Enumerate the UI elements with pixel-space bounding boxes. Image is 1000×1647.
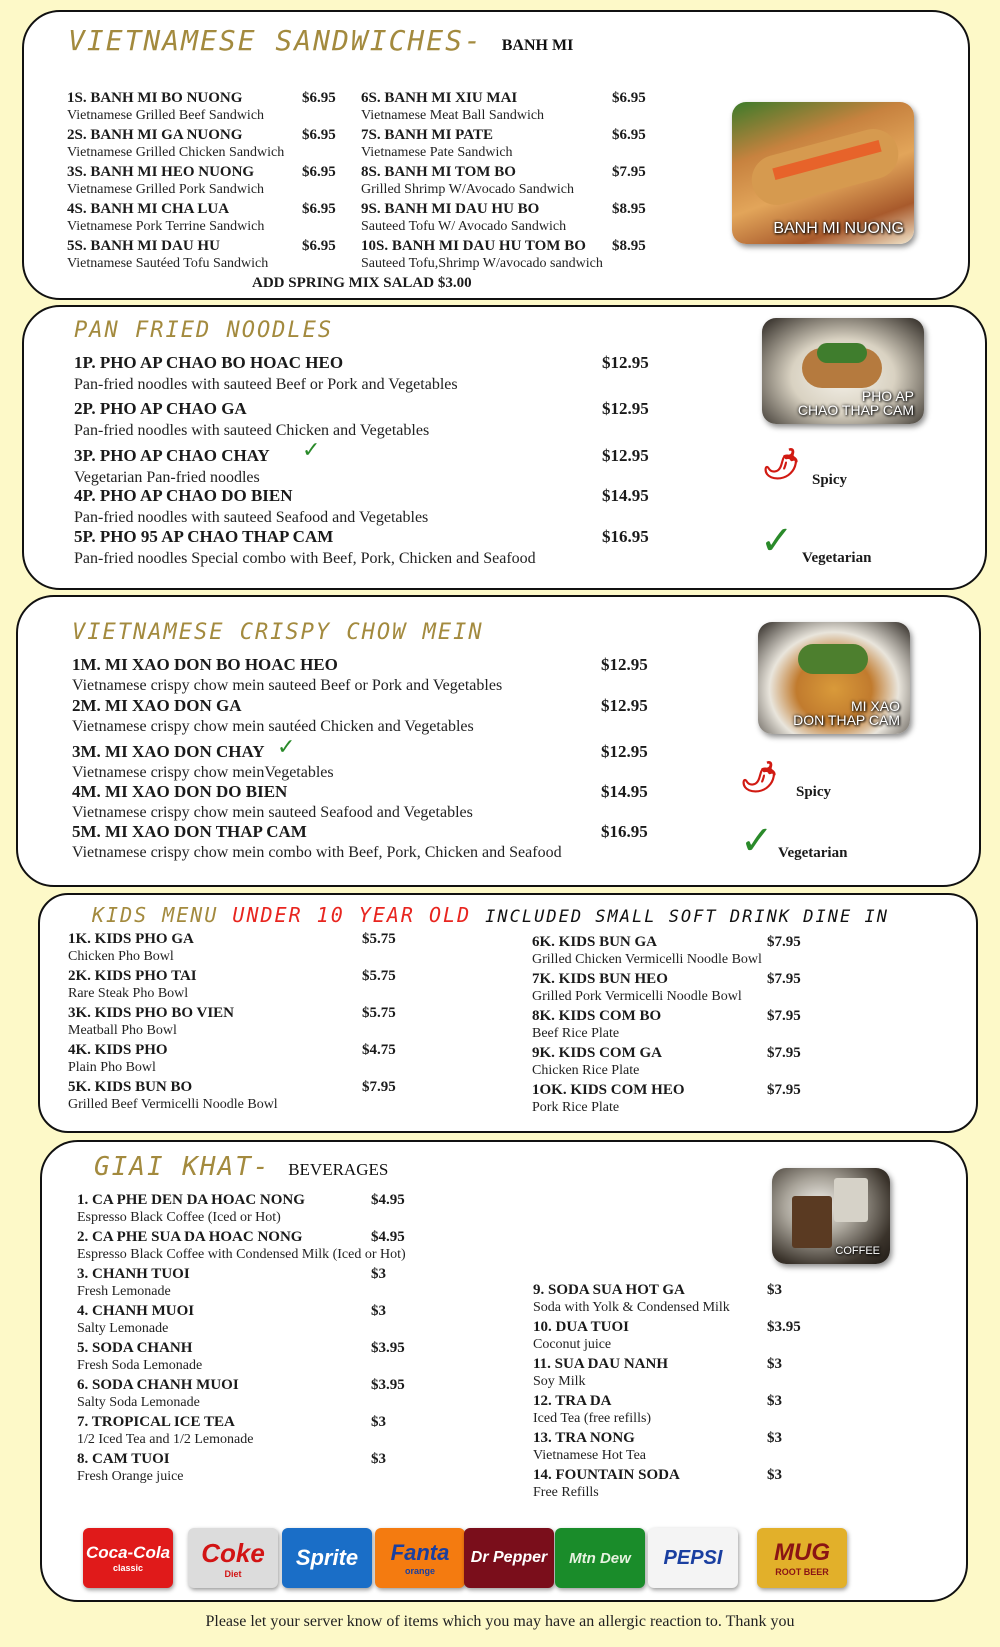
item-name: 9S. BANH MI DAU HU BO xyxy=(361,201,540,217)
item-description: Grilled Chicken Vermicelli Noodle Bowl xyxy=(532,952,762,967)
item-name: 4M. MI XAO DON DO BIEN xyxy=(72,782,288,801)
item-price: $5.75 xyxy=(362,968,396,984)
item-price: $3 xyxy=(767,1356,782,1372)
item-price: $3 xyxy=(767,1282,782,1298)
item-price: $4.95 xyxy=(371,1229,405,1245)
item-name: 2P. PHO AP CHAO GA xyxy=(74,399,247,418)
item-description: Plain Pho Bowl xyxy=(68,1060,156,1075)
soda-logo xyxy=(282,1528,372,1588)
item-description: Pan-fried noodles with sauteed Seafood and Vegetables xyxy=(74,509,429,526)
item-description: Fresh Soda Lemonade xyxy=(77,1358,203,1373)
item-name: 8K. KIDS COM BO xyxy=(532,1008,662,1024)
item-name: 9K. KIDS COM GA xyxy=(532,1045,663,1061)
item-price: $3.95 xyxy=(371,1340,405,1356)
item-price: $7.95 xyxy=(767,934,801,950)
item-description: Salty Soda Lemonade xyxy=(77,1395,200,1410)
soda-logo xyxy=(555,1528,645,1588)
item-price: $3 xyxy=(767,1430,782,1446)
item-price: $6.95 xyxy=(302,127,336,143)
item-price: $6.95 xyxy=(612,127,646,143)
item-name: 6. SODA CHANH MUOI xyxy=(77,1377,239,1393)
item-price: $16.95 xyxy=(601,822,648,841)
coffee-caption: COFFEE xyxy=(835,1245,880,1258)
item-description: Vietnamese Pate Sandwich xyxy=(361,145,513,160)
item-price: $3 xyxy=(371,1266,386,1282)
mi-xao-caption: MI XAO DON THAP CAM xyxy=(793,697,900,729)
item-price: $7.95 xyxy=(362,1079,396,1095)
item-name: 2. CA PHE SUA DA HOAC NONG xyxy=(77,1229,303,1245)
item-name: 11. SUA DAU NANH xyxy=(533,1356,669,1372)
item-description: Vietnamese Grilled Beef Sandwich xyxy=(67,108,265,123)
item-price: $12.95 xyxy=(602,446,649,465)
soda-logo xyxy=(464,1528,554,1588)
soda-logo-text: Coke xyxy=(201,1537,265,1568)
item-name: 1. CA PHE DEN DA HOAC NONG xyxy=(77,1192,305,1208)
soda-logo-subtext: orange xyxy=(404,1566,435,1576)
spicy-legend: Spicy xyxy=(796,784,832,800)
item-price: $16.95 xyxy=(602,527,649,546)
spicy-legend: Spicy xyxy=(812,472,848,488)
soda-logo-text: Sprite xyxy=(295,1545,359,1570)
item-description: Vietnamese crispy chow mein sautéed Chicken and Vegetables xyxy=(72,718,474,735)
item-description: Beef Rice Plate xyxy=(532,1026,620,1041)
item-price: $5.75 xyxy=(362,1005,396,1021)
item-name: 1S. BANH MI BO NUONG xyxy=(67,90,243,106)
pho-ap-chao-caption: PHO AP CHAO THAP CAM xyxy=(797,387,914,419)
item-name: 3. CHANH TUOI xyxy=(77,1266,190,1282)
soda-logo xyxy=(375,1528,465,1588)
item-description: Grilled Beef Vermicelli Noodle Bowl xyxy=(68,1097,278,1112)
item-price: $14.95 xyxy=(602,486,649,505)
item-description: Coconut juice xyxy=(533,1337,612,1352)
item-description: Vietnamese crispy chow mein sauteed Seafood and Vegetables xyxy=(72,804,473,821)
spring-mix-note: ADD SPRING MIX SALAD $3.00 xyxy=(252,275,472,291)
item-description: Soda with Yolk & Condensed Milk xyxy=(533,1300,730,1315)
item-price: $6.95 xyxy=(302,90,336,106)
item-price: $12.95 xyxy=(601,696,648,715)
item-name: 7. TROPICAL ICE TEA xyxy=(77,1414,235,1430)
item-price: $3 xyxy=(371,1451,386,1467)
item-price: $3 xyxy=(371,1303,386,1319)
item-name: 13. TRA NONG xyxy=(533,1430,635,1446)
item-description: Grilled Pork Vermicelli Noodle Bowl xyxy=(532,989,742,1004)
soda-logo-text: Coca-Cola xyxy=(85,1543,171,1562)
soda-logo-text: Dr Pepper xyxy=(470,1549,548,1566)
item-description: Pan-fried noodles with sauteed Chicken and Vegetables xyxy=(74,422,430,439)
item-description: Pan-fried noodles with sauteed Beef or Pork and Vegetables xyxy=(74,376,458,393)
soda-logo xyxy=(757,1528,847,1588)
soda-logo-subtext: Diet xyxy=(224,1568,242,1579)
item-price: $7.95 xyxy=(767,1045,801,1061)
item-name: 14. FOUNTAIN SODA xyxy=(533,1467,680,1483)
mi-xao-photo xyxy=(758,622,910,734)
item-name: 4S. BANH MI CHA LUA xyxy=(67,201,230,217)
item-name: 4. CHANH MUOI xyxy=(77,1303,195,1319)
item-name: 7K. KIDS BUN HEO xyxy=(532,971,668,987)
item-name: 1K. KIDS PHO GA xyxy=(68,931,194,947)
item-name: 5S. BANH MI DAU HU xyxy=(67,238,220,254)
item-name: 10. DUA TUOI xyxy=(533,1319,629,1335)
soda-logo-subtext: ROOT BEER xyxy=(775,1567,829,1577)
item-description: Espresso Black Coffee with Condensed Milk (Iced or Hot) xyxy=(77,1247,406,1262)
item-description: Espresso Black Coffee (Iced or Hot) xyxy=(77,1210,281,1225)
item-price: $3 xyxy=(371,1414,386,1430)
item-description: Grilled Shrimp W/Avocado Sandwich xyxy=(361,182,574,197)
item-description: Pan-fried noodles Special combo with Beef, Pork, Chicken and Seafood xyxy=(74,550,536,567)
banh-mi-photo xyxy=(732,102,914,244)
soda-logo xyxy=(188,1528,278,1588)
item-description: Pork Rice Plate xyxy=(532,1100,620,1115)
item-description: Free Refills xyxy=(533,1485,599,1500)
item-name: 2K. KIDS PHO TAI xyxy=(68,968,197,984)
item-price: $4.95 xyxy=(371,1192,405,1208)
beverages-title: GIAI KHAT- BEVERAGES xyxy=(94,1152,389,1182)
beverages-subtitle: BEVERAGES xyxy=(288,1160,389,1179)
soda-logo-text: Fanta xyxy=(390,1540,450,1565)
item-price: $7.95 xyxy=(767,1008,801,1024)
item-name: 2M. MI XAO DON GA xyxy=(72,696,242,715)
vegetarian-legend: Vegetarian xyxy=(778,845,848,861)
item-name: 3M. MI XAO DON CHAY xyxy=(72,742,265,761)
item-price: $3.95 xyxy=(371,1377,405,1393)
item-description: Chicken Pho Bowl xyxy=(68,949,174,964)
item-name: 8S. BANH MI TOM BO xyxy=(361,164,516,180)
item-name: 3P. PHO AP CHAO CHAY xyxy=(74,446,270,465)
item-name: 5P. PHO 95 AP CHAO THAP CAM xyxy=(74,527,334,546)
veg-leaf-icon: ✓ xyxy=(740,818,774,864)
item-description: Salty Lemonade xyxy=(77,1321,169,1336)
item-description: Vegetarian Pan-fried noodles xyxy=(74,469,260,486)
item-description: Vietnamese Sautéed Tofu Sandwich xyxy=(67,256,269,271)
soda-logo-text: MUG xyxy=(774,1539,830,1566)
item-price: $12.95 xyxy=(601,742,648,761)
item-price: $12.95 xyxy=(601,655,648,674)
item-description: Vietnamese Grilled Pork Sandwich xyxy=(67,182,265,197)
chowmein-title: VIETNAMESE CRISPY CHOW MEIN xyxy=(72,620,484,645)
item-description: Vietnamese Grilled Chicken Sandwich xyxy=(67,145,285,160)
item-name: 8. CAM TUOI xyxy=(77,1451,170,1467)
item-price: $3.95 xyxy=(767,1319,801,1335)
vegetarian-legend: Vegetarian xyxy=(802,550,872,566)
item-name: 5. SODA CHANH xyxy=(77,1340,193,1356)
veg-leaf-icon: ✓ xyxy=(760,518,794,564)
item-description: Rare Steak Pho Bowl xyxy=(68,986,189,1001)
sandwich-title: VIETNAMESE SANDWICHES- BANH MI xyxy=(68,24,574,57)
item-description: Iced Tea (free refills) xyxy=(533,1411,652,1426)
item-price: $7.95 xyxy=(767,971,801,987)
item-name: 5K. KIDS BUN BO xyxy=(68,1079,193,1095)
item-price: $5.75 xyxy=(362,931,396,947)
kids-title: KIDS MENU UNDER 10 YEAR OLD INCLUDED SMALL SOFT DRINK DINE IN xyxy=(92,903,889,927)
item-name: 10S. BANH MI DAU HU TOM BO xyxy=(361,238,586,254)
item-description: Fresh Orange juice xyxy=(77,1469,184,1484)
soda-logo-subtext: classic xyxy=(112,1563,144,1573)
item-description: Vietnamese crispy chow meinVegetables xyxy=(72,764,334,781)
item-name: 3K. KIDS PHO BO VIEN xyxy=(68,1005,235,1021)
item-description: Vietnamese crispy chow mein sauteed Beef or Pork and Vegetables xyxy=(72,677,503,694)
banh-mi-caption: BANH MI NUONG xyxy=(773,220,904,238)
item-description: Vietnamese Meat Ball Sandwich xyxy=(361,108,545,123)
item-price: $4.75 xyxy=(362,1042,396,1058)
item-description: Chicken Rice Plate xyxy=(532,1063,640,1078)
soda-logo-text: Mtn Dew xyxy=(569,1549,631,1567)
item-price: $3 xyxy=(767,1467,782,1483)
item-description: 1/2 Iced Tea and 1/2 Lemonade xyxy=(77,1432,254,1447)
chili-icon: 🌶 xyxy=(762,448,801,481)
soda-logo-text: PEPSI xyxy=(663,1546,723,1569)
item-name: 4K. KIDS PHO xyxy=(68,1042,168,1058)
soda-logo xyxy=(648,1528,738,1588)
chili-icon: 🌶 xyxy=(740,761,779,794)
veg-leaf-icon: ✓ xyxy=(302,438,321,463)
item-name: 7S. BANH MI PATE xyxy=(361,127,493,143)
item-name: 4P. PHO AP CHAO DO BIEN xyxy=(74,486,293,505)
item-description: Fresh Lemonade xyxy=(77,1284,171,1299)
item-description: Sauteed Tofu W/ Avocado Sandwich xyxy=(361,219,567,234)
item-name: 12. TRA DA xyxy=(533,1393,612,1409)
item-name: 1M. MI XAO DON BO HOAC HEO xyxy=(72,655,338,674)
item-price: $6.95 xyxy=(302,164,336,180)
allergy-footer: Please let your server know of items which you may have an allergic reaction to. Thank you xyxy=(205,1613,795,1630)
coffee-photo xyxy=(772,1168,890,1264)
item-price: $6.95 xyxy=(302,201,336,217)
pho-ap-chao-photo xyxy=(762,318,924,424)
veg-leaf-icon: ✓ xyxy=(277,735,296,760)
item-name: 5M. MI XAO DON THAP CAM xyxy=(72,822,307,841)
item-price: $8.95 xyxy=(612,238,646,254)
item-name: 1P. PHO AP CHAO BO HOAC HEO xyxy=(74,353,344,372)
item-price: $6.95 xyxy=(612,90,646,106)
item-price: $7.95 xyxy=(612,164,646,180)
item-description: Vietnamese Hot Tea xyxy=(533,1448,646,1463)
item-price: $12.95 xyxy=(602,353,649,372)
item-name: 6K. KIDS BUN GA xyxy=(532,934,658,950)
item-name: 6S. BANH MI XIU MAI xyxy=(361,90,518,106)
item-description: Vietnamese Pork Terrine Sandwich xyxy=(67,219,265,234)
item-price: $3 xyxy=(767,1393,782,1409)
item-name: 9. SODA SUA HOT GA xyxy=(533,1282,685,1298)
item-price: $7.95 xyxy=(767,1082,801,1098)
item-name: 3S. BANH MI HEO NUONG xyxy=(67,164,255,180)
item-name: 1OK. KIDS COM HEO xyxy=(532,1082,685,1098)
item-price: $8.95 xyxy=(612,201,646,217)
item-price: $12.95 xyxy=(602,399,649,418)
noodles-title: PAN FRIED NOODLES xyxy=(74,318,334,343)
sandwich-subtitle: BANH MI xyxy=(501,37,574,54)
item-name: 2S. BANH MI GA NUONG xyxy=(67,127,243,143)
item-description: Sauteed Tofu,Shrimp W/avocado sandwich xyxy=(361,256,603,271)
item-description: Soy Milk xyxy=(533,1374,586,1389)
item-price: $14.95 xyxy=(601,782,648,801)
soda-logo xyxy=(83,1528,173,1588)
item-description: Vietnamese crispy chow mein combo with Beef, Pork, Chicken and Seafood xyxy=(72,844,562,861)
item-price: $6.95 xyxy=(302,238,336,254)
item-description: Meatball Pho Bowl xyxy=(68,1023,177,1038)
